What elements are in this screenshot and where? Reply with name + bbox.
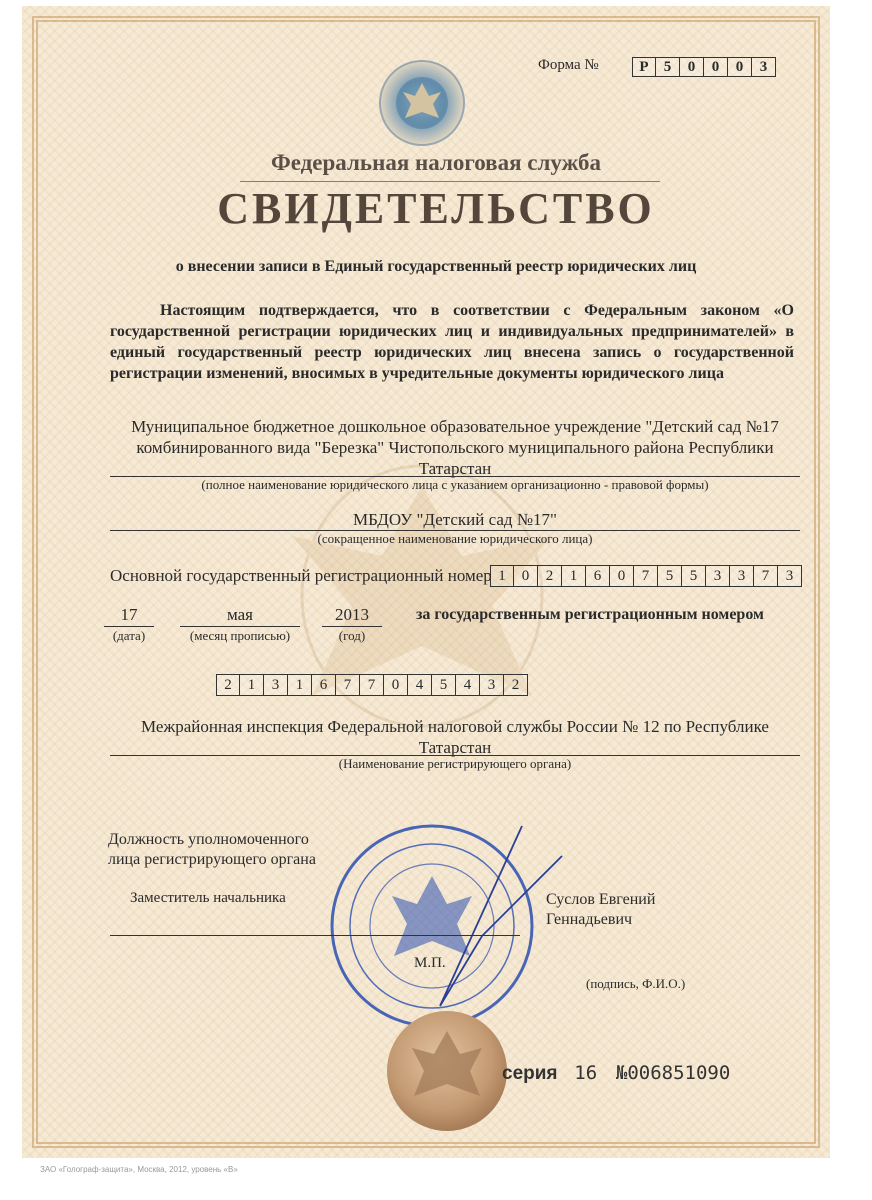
ogrn-digit: 6: [586, 565, 610, 587]
grn-cells: [216, 674, 528, 696]
form-code-cell: 0: [704, 57, 728, 77]
date-day: 17: [120, 605, 138, 624]
position-value: Заместитель начальника: [130, 890, 286, 906]
full-name: [110, 416, 800, 479]
ogrn-digit: 7: [754, 565, 778, 587]
position-title: [108, 830, 316, 870]
short-name-caption: (сокращенное наименование юридического лица): [317, 531, 593, 546]
grn-digit: 4: [408, 674, 432, 696]
signer-name-line: Геннадьевич: [546, 911, 633, 928]
signer-name-line: Суслов Евгений: [546, 891, 656, 908]
agency-underline: [240, 181, 660, 182]
date-year: 2013: [335, 605, 369, 624]
ogrn-digit: 5: [682, 565, 706, 587]
full-name-line: Муниципальное бюджетное дошкольное образовательное учреждение "Детский сад №17: [131, 417, 779, 436]
date-month-underline: [180, 626, 300, 627]
date-year-underline: [322, 626, 382, 627]
document-title: СВИДЕТЕЛЬСТВО: [217, 184, 655, 233]
printer-imprint: ЗАО «Голограф-защита», Москва, 2012, уровень «В»: [40, 1165, 238, 1174]
full-name-line: комбинированного вида "Березка" Чистопольского муниципального района Республики: [136, 438, 774, 457]
signature-underline: [110, 935, 520, 936]
authority-line: Межрайонная инспекция Федеральной налоговой службы России № 12 по Республике: [141, 717, 769, 736]
grn-digit: 3: [264, 674, 288, 696]
full-name-line: Татарстан: [418, 459, 492, 478]
ogrn-label: Основной государственный регистрационный номер: [110, 566, 492, 585]
stamp-place-label: М.П.: [414, 955, 446, 971]
ogrn-digit: 0: [514, 565, 538, 587]
ogrn-digit: 1: [562, 565, 586, 587]
ogrn-digit: 2: [538, 565, 562, 587]
form-code-cell: 0: [680, 57, 704, 77]
authority-caption: (Наименование регистрирующего органа): [338, 756, 572, 771]
ogrn-digit: 7: [634, 565, 658, 587]
position-title-line: Должность уполномоченного: [108, 831, 309, 848]
grn-digit: 1: [240, 674, 264, 696]
document-subtitle: о внесении записи в Единый государственный реестр юридических лиц: [175, 258, 697, 275]
series-value: 16: [574, 1062, 598, 1084]
date-month: мая: [226, 605, 253, 624]
authority-name: [110, 716, 800, 758]
date-year-caption: (год): [338, 628, 366, 643]
short-name: МБДОУ "Детский сад №17": [353, 510, 557, 529]
authority-line: Татарстан: [418, 738, 492, 757]
number-sign: №: [615, 1062, 628, 1084]
statement-paragraph: Настоящим подтверждается, что в соответствии с Федеральным законом «О государственной регистрации юридических лиц и индивидуальных предпринимателей» в единый государственный реестр юридических лиц внесена запись о государственной регистрации изменений, вносимых в учредительные документы юридического лица: [110, 302, 794, 382]
form-code-cell: 5: [656, 57, 680, 77]
form-code-cells: [632, 57, 776, 77]
date-day-caption: (дата): [112, 628, 146, 643]
signer-name: [546, 890, 655, 930]
grn-digit: 1: [288, 674, 312, 696]
form-label: Форма №: [538, 57, 599, 73]
ogrn-digit: 5: [658, 565, 682, 587]
form-code-cell: Р: [632, 57, 656, 77]
agency-name: Федеральная налоговая служба: [271, 150, 601, 175]
ogrn-cells: [490, 565, 802, 587]
ogrn-digit: 3: [730, 565, 754, 587]
series-number: [502, 1062, 730, 1085]
official-stamp: [322, 816, 622, 1146]
ogrn-digit: 3: [778, 565, 802, 587]
grn-digit: 6: [312, 674, 336, 696]
grn-digit: 3: [480, 674, 504, 696]
grn-digit: 7: [360, 674, 384, 696]
form-code-cell: 0: [728, 57, 752, 77]
ogrn-digit: 0: [610, 565, 634, 587]
ogrn-digit: 3: [706, 565, 730, 587]
form-code-cell: 3: [752, 57, 776, 77]
series-label: серия: [502, 1063, 558, 1084]
grn-digit: 2: [504, 674, 528, 696]
hologram-emblem: [377, 58, 467, 148]
grn-digit: 0: [384, 674, 408, 696]
full-name-caption: (полное наименование юридического лица с указанием организационно - правовой формы): [201, 477, 709, 492]
date-month-caption: (месяц прописью): [189, 628, 291, 643]
grn-digit: 2: [216, 674, 240, 696]
number-value: 006851090: [627, 1062, 731, 1084]
grn-label: за государственным регистрационным номером: [416, 606, 764, 623]
grn-digit: 7: [336, 674, 360, 696]
ogrn-digit: 1: [490, 565, 514, 587]
grn-digit: 5: [432, 674, 456, 696]
position-title-line: лица регистрирующего органа: [108, 851, 316, 868]
grn-digit: 4: [456, 674, 480, 696]
date-day-underline: [104, 626, 154, 627]
signature-caption: (подпись, Ф.И.О.): [586, 976, 686, 991]
